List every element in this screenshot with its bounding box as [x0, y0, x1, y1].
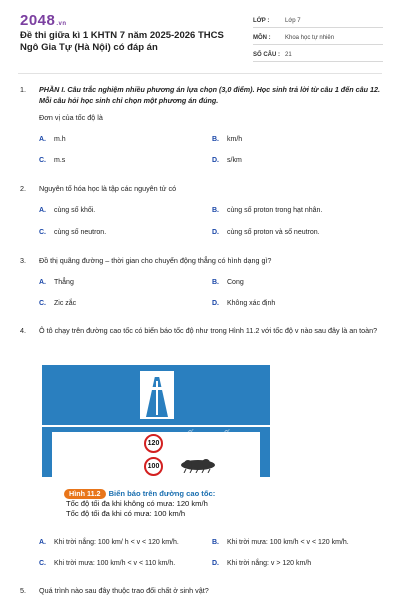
- option-letter: A.: [39, 136, 46, 143]
- option-d[interactable]: [212, 300, 275, 307]
- option-text: m.h: [54, 136, 66, 143]
- option-text: cùng số khối.: [54, 207, 96, 214]
- question-1: [20, 84, 382, 106]
- option-letter: C.: [39, 300, 46, 307]
- overpass-bar: [140, 387, 174, 390]
- logo-text: 2048: [20, 12, 56, 29]
- meta-value: 21: [285, 51, 292, 58]
- meta-value: Lớp 7: [285, 17, 301, 24]
- option-b[interactable]: [212, 279, 244, 286]
- option-text: km/h: [227, 136, 243, 143]
- question-5: [20, 585, 382, 596]
- question-4: [20, 325, 382, 336]
- option-letter: A.: [39, 207, 46, 214]
- option-text: cùng số neutron.: [54, 229, 107, 236]
- question-part-instructions: [39, 84, 382, 106]
- option-a[interactable]: [39, 539, 179, 546]
- caption-title: Biển báo trên đường cao tốc:: [108, 489, 216, 498]
- option-letter: A.: [39, 539, 46, 546]
- option-b[interactable]: [212, 136, 242, 143]
- meta-key: MÔN :: [253, 34, 271, 41]
- option-b[interactable]: [212, 539, 349, 546]
- meta-value: Khoa học tự nhiên: [285, 34, 335, 41]
- option-text: Zic zắc: [54, 300, 77, 307]
- option-text: cùng số proton trong hạt nhân.: [227, 207, 323, 214]
- question-2: [20, 183, 382, 194]
- speed-panel-rain: [52, 455, 260, 478]
- figure-caption: [64, 489, 294, 519]
- part-instructions: Câu trắc nghiệm nhiều phương án lựa chọn (3,0 điểm). Học sinh trả lời từ câu 1 đến câu 12. Mỗi câu hỏi học sinh chỉ chọn một phương án đúng.: [39, 85, 380, 105]
- option-d[interactable]: [212, 560, 311, 567]
- option-text: Không xác định: [227, 300, 276, 307]
- question-3: [20, 255, 382, 266]
- option-letter: A.: [39, 279, 46, 286]
- option-text: cùng số proton và số neutron.: [227, 229, 320, 236]
- option-letter: C.: [39, 229, 46, 236]
- option-letter: D.: [212, 560, 219, 567]
- question-number: 1.: [20, 85, 26, 94]
- question-text: Nguyên tố hóa học là tập các nguyên tử có: [39, 184, 177, 193]
- option-d[interactable]: [212, 157, 242, 164]
- option-b[interactable]: [212, 207, 322, 214]
- option-letter: B.: [212, 207, 219, 214]
- option-letter: D.: [212, 229, 219, 236]
- question-1-prompt-wrap: [20, 112, 382, 123]
- option-text: Cong: [227, 279, 244, 286]
- highway-speed-sign: [42, 365, 270, 477]
- option-text: m.s: [54, 157, 66, 164]
- question-number: 4.: [20, 326, 26, 335]
- option-letter: C.: [39, 157, 46, 164]
- option-text: Khi trời nắng: v > 120 km/h: [227, 560, 312, 567]
- speed-limit-100-icon: 100: [144, 457, 163, 476]
- option-c[interactable]: [39, 300, 76, 307]
- speed-limit-120-icon: 120: [144, 434, 163, 453]
- sign-divider: [42, 425, 270, 427]
- watermark-text: KẾT NỐI: [174, 429, 238, 445]
- option-a[interactable]: [39, 279, 74, 286]
- meta-subject-row: [253, 31, 383, 45]
- option-text: Khi trời mưa: 100 km/h < v < 110 km/h.: [54, 560, 176, 567]
- watermark-text-2: VỚI CUỘ: [194, 445, 244, 456]
- option-letter: D.: [212, 157, 219, 164]
- question-text: Quá trình nào sau đây thuộc trao đổi chất ở sinh vật?: [39, 586, 209, 595]
- question-number: 5.: [20, 586, 26, 595]
- option-letter: B.: [212, 136, 219, 143]
- question-number: 3.: [20, 256, 26, 265]
- logo-suffix: .vn: [56, 21, 67, 27]
- part-label: PHẦN I.: [39, 85, 66, 94]
- option-d[interactable]: [212, 229, 320, 236]
- option-letter: D.: [212, 300, 219, 307]
- option-letter: C.: [39, 560, 46, 567]
- rain-cloud-icon: [178, 459, 218, 473]
- question-prompt: Đơn vị của tốc độ là: [39, 113, 103, 122]
- header-divider: [18, 73, 382, 74]
- option-a[interactable]: [39, 207, 95, 214]
- meta-count-row: [253, 48, 383, 62]
- caption-line-1: Tốc độ tối đa khi không có mưa: 120 km/h: [66, 499, 208, 508]
- page-title: Đề thi giữa kì 1 KHTN 7 năm 2025-2026 THCS Ngô Gia Tự (Hà Nội) có đáp án: [20, 30, 224, 53]
- option-a[interactable]: [39, 136, 66, 143]
- meta-class-row: [253, 14, 383, 28]
- option-c[interactable]: [39, 157, 65, 164]
- option-text: Thẳng: [54, 279, 74, 286]
- figure-badge: Hình 11.2: [64, 489, 106, 499]
- option-c[interactable]: [39, 560, 175, 567]
- header: [0, 0, 400, 70]
- meta-key: LỚP :: [253, 17, 270, 24]
- site-logo[interactable]: [20, 12, 67, 29]
- option-c[interactable]: [39, 229, 106, 236]
- option-text: Khi trời nắng: 100 km/ h < v < 120 km/h.: [54, 539, 179, 546]
- option-letter: B.: [212, 539, 219, 546]
- caption-line-2: Tốc độ tối đa khi có mưa: 100 km/h: [66, 509, 186, 518]
- question-number: 2.: [20, 184, 26, 193]
- option-text: s/km: [227, 157, 242, 164]
- question-text: Đồ thị quãng đường – thời gian cho chuyển động thẳng có hình dạng gì?: [39, 256, 272, 265]
- meta-key: SỐ CÂU :: [253, 51, 280, 58]
- exam-meta: [253, 14, 383, 65]
- option-text: Khi trời mưa: 100 km/h < v < 120 km/h.: [227, 539, 349, 546]
- question-text: Ô tô chạy trên đường cao tốc có biển báo tốc độ như trong Hình 11.2 với tốc độ v nào sau đây là an toàn?: [39, 326, 378, 335]
- option-letter: B.: [212, 279, 219, 286]
